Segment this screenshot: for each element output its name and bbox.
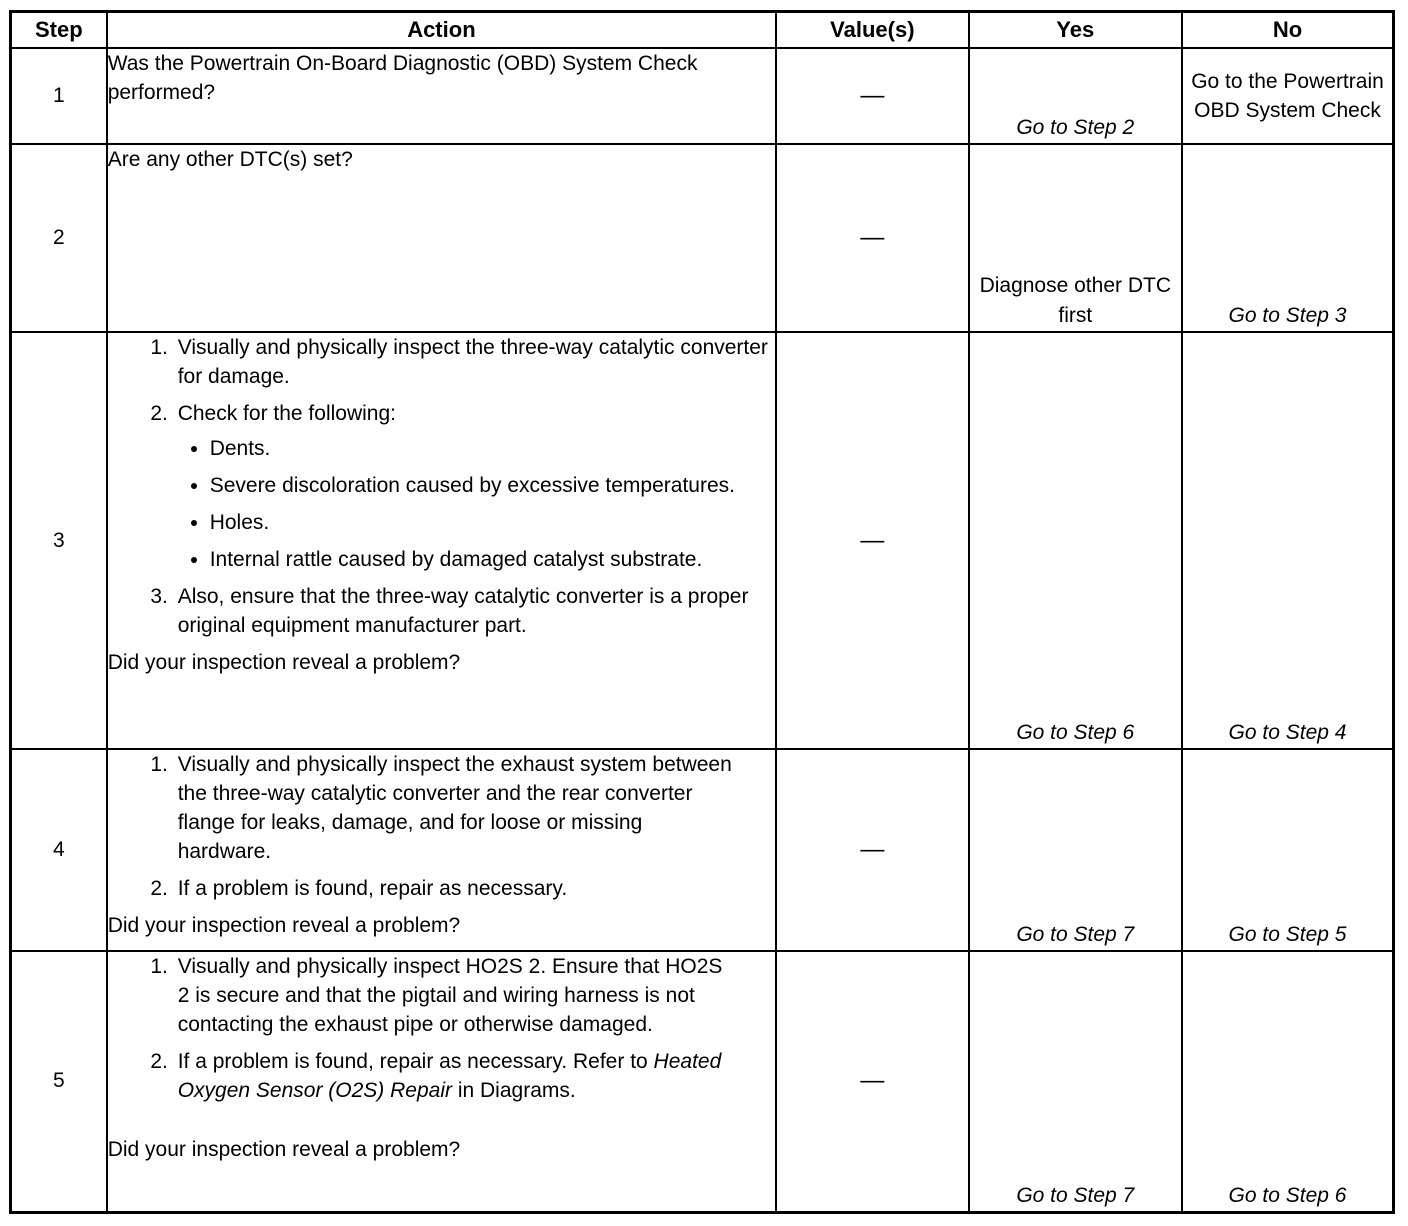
header-row	[11, 12, 1394, 49]
header-no: No	[1182, 12, 1394, 49]
action-step-item: 2. If a problem is found, repair as necessary.	[174, 874, 735, 903]
step-number: 2	[11, 144, 107, 332]
table-row	[11, 951, 1394, 1212]
bullet-item: • Internal rattle caused by damaged catalyst substrate.	[210, 545, 775, 574]
table-row	[11, 749, 1394, 951]
action-step-item	[174, 1047, 735, 1105]
bullet-item: • Severe discoloration caused by excessive temperatures.	[210, 471, 775, 500]
table-row	[11, 144, 1394, 332]
value-cell: —	[776, 144, 968, 332]
yes-cell: Diagnose other DTC first	[969, 144, 1182, 332]
bullet-item: • Dents.	[210, 434, 775, 463]
action-cell	[107, 332, 776, 749]
diagnostic-table	[9, 10, 1395, 1214]
action-step-item	[174, 399, 775, 574]
yes-cell[interactable]: Go to Step 7	[969, 951, 1182, 1212]
action-question: Did your inspection reveal a problem?	[107, 651, 461, 674]
action-text: Are any other DTC(s) set?	[107, 148, 353, 171]
action-step-item: 3. Also, ensure that the three-way catalytic converter is a proper original equipment manufacturer part.	[174, 582, 775, 640]
value-cell: —	[776, 48, 968, 144]
action-step-item: 1. Visually and physically inspect the exhaust system between the three-way catalytic converter and the rear converter flange for leaks, damage, and for loose or missing hardware.	[174, 750, 735, 866]
step-number: 1	[11, 48, 107, 144]
no-cell[interactable]: Go to the Powertrain OBD System Check	[1182, 48, 1394, 144]
check-bullets	[178, 434, 775, 574]
action-cell	[107, 951, 776, 1212]
yes-cell[interactable]: Go to Step 6	[969, 332, 1182, 749]
action-step-item: 1. Visually and physically inspect the three-way catalytic converter for damage.	[174, 333, 775, 391]
no-cell[interactable]: Go to Step 5	[1182, 749, 1394, 951]
table-row	[11, 332, 1394, 749]
header-action: Action	[107, 12, 776, 49]
value-cell: —	[776, 749, 968, 951]
value-cell: —	[776, 951, 968, 1212]
value-cell: —	[776, 332, 968, 749]
action-steps	[108, 952, 775, 1105]
header-step: Step	[11, 12, 107, 49]
step-number: 5	[11, 951, 107, 1212]
yes-cell[interactable]: Go to Step 2	[969, 48, 1182, 144]
bullet-item: • Holes.	[210, 508, 775, 537]
action-question: Did your inspection reveal a problem?	[107, 1138, 461, 1161]
action-cell	[107, 749, 776, 951]
no-cell[interactable]: Go to Step 3	[1182, 144, 1394, 332]
header-values: Value(s)	[776, 12, 968, 49]
action-steps	[108, 333, 775, 640]
action-step-text: Check for the following:	[177, 402, 396, 425]
step-number: 4	[11, 749, 107, 951]
yes-cell[interactable]: Go to Step 7	[969, 749, 1182, 951]
action-steps	[108, 750, 775, 903]
no-cell[interactable]: Go to Step 6	[1182, 951, 1394, 1212]
action-text: Was the Powertrain On-Board Diagnostic (OBD) System Check performed?	[107, 52, 698, 104]
action-question: Did your inspection reveal a problem?	[107, 914, 461, 937]
step-number: 3	[11, 332, 107, 749]
repair-suffix: in Diagrams.	[452, 1079, 576, 1102]
header-yes: Yes	[969, 12, 1182, 49]
action-cell	[107, 144, 776, 332]
action-cell	[107, 48, 776, 144]
table-row	[11, 48, 1394, 144]
repair-link[interactable]: Heated Oxygen Sensor (O2S) Repair	[177, 1050, 722, 1102]
no-cell[interactable]: Go to Step 4	[1182, 332, 1394, 749]
repair-prefix: If a problem is found, repair as necessary. Refer to	[177, 1050, 654, 1073]
action-step-item: 1. Visually and physically inspect HO2S 2. Ensure that HO2S 2 is secure and that the pigtail and wiring harness is not contacting the exhaust pipe or otherwise damaged.	[174, 952, 735, 1039]
